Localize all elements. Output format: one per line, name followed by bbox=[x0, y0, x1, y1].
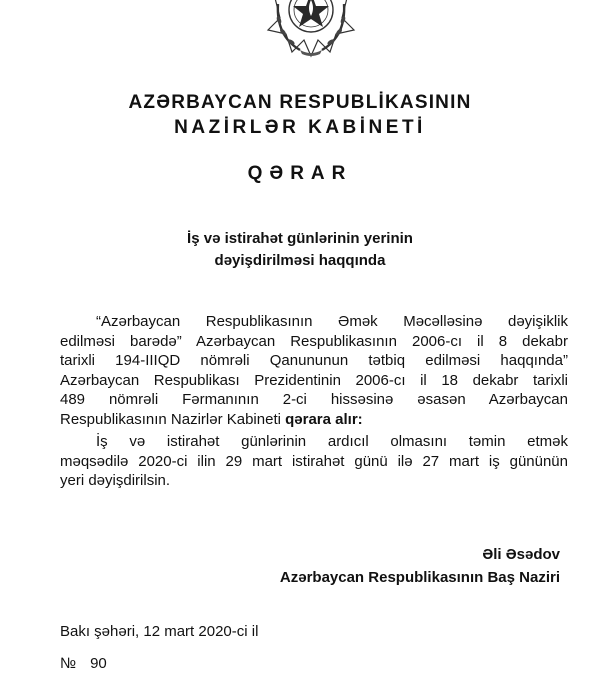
preamble-line: 489 nömrəli Fərmanının 2-ci hissəsinə əsasən Azərbaycan bbox=[60, 391, 568, 408]
resolution-line: yeri dəyişdirilsin. bbox=[60, 472, 171, 489]
resolution-paragraph bbox=[60, 432, 568, 491]
preamble-line: “Azərbaycan Respublikasının Əmək Məcəlləsinə dəyişiklik bbox=[96, 313, 568, 330]
azerbaijan-coat-of-arms-icon bbox=[266, 0, 356, 58]
issuer-name-line2: NAZİRLƏR KABİNETİ bbox=[174, 117, 426, 138]
document-number bbox=[60, 655, 107, 672]
preamble-last-text: Respublikasının Nazirlər Kabineti bbox=[60, 410, 286, 428]
resolution-line: İş və istirahət günlərinin ardıcıl olmasını təmin etmək bbox=[96, 433, 568, 450]
resolution-phrase: qərara alır: bbox=[285, 410, 363, 428]
place-and-date: Bakı şəhəri, 12 mart 2020-ci il bbox=[60, 623, 259, 640]
signer-name: Əli Əsədov bbox=[482, 546, 560, 563]
number-sign: № bbox=[60, 655, 77, 672]
signer-title: Azərbaycan Respublikasının Baş Naziri bbox=[279, 569, 560, 586]
issuer-name-line1: AZƏRBAYCAN RESPUBLİKASININ bbox=[128, 92, 472, 113]
preamble-paragraph bbox=[60, 312, 568, 429]
number-value: 90 bbox=[90, 655, 107, 672]
document-type-heading: QƏRAR bbox=[247, 163, 353, 184]
decree-subject-line1: İş və istirahət günlərinin yerinin bbox=[187, 230, 413, 247]
preamble-line: Azərbaycan Respublikası Prezidentinin 2006-cı il 18 dekabr tarixli bbox=[60, 371, 568, 389]
preamble-last-line bbox=[60, 410, 568, 430]
preamble-line: edilməsi barədə” Azərbaycan Respublikasının 2006-cı il 8 dekabr bbox=[60, 332, 568, 350]
decree-subject-line2: dəyişdirilməsi haqqında bbox=[214, 252, 386, 269]
preamble-line: tarixli 194-IIIQD nömrəli Qanununun tətbiq edilməsi haqqında” bbox=[60, 352, 568, 369]
resolution-line: məqsədilə 2020-ci ilin 29 mart istirahət günü ilə 27 mart iş gününün bbox=[60, 452, 568, 470]
